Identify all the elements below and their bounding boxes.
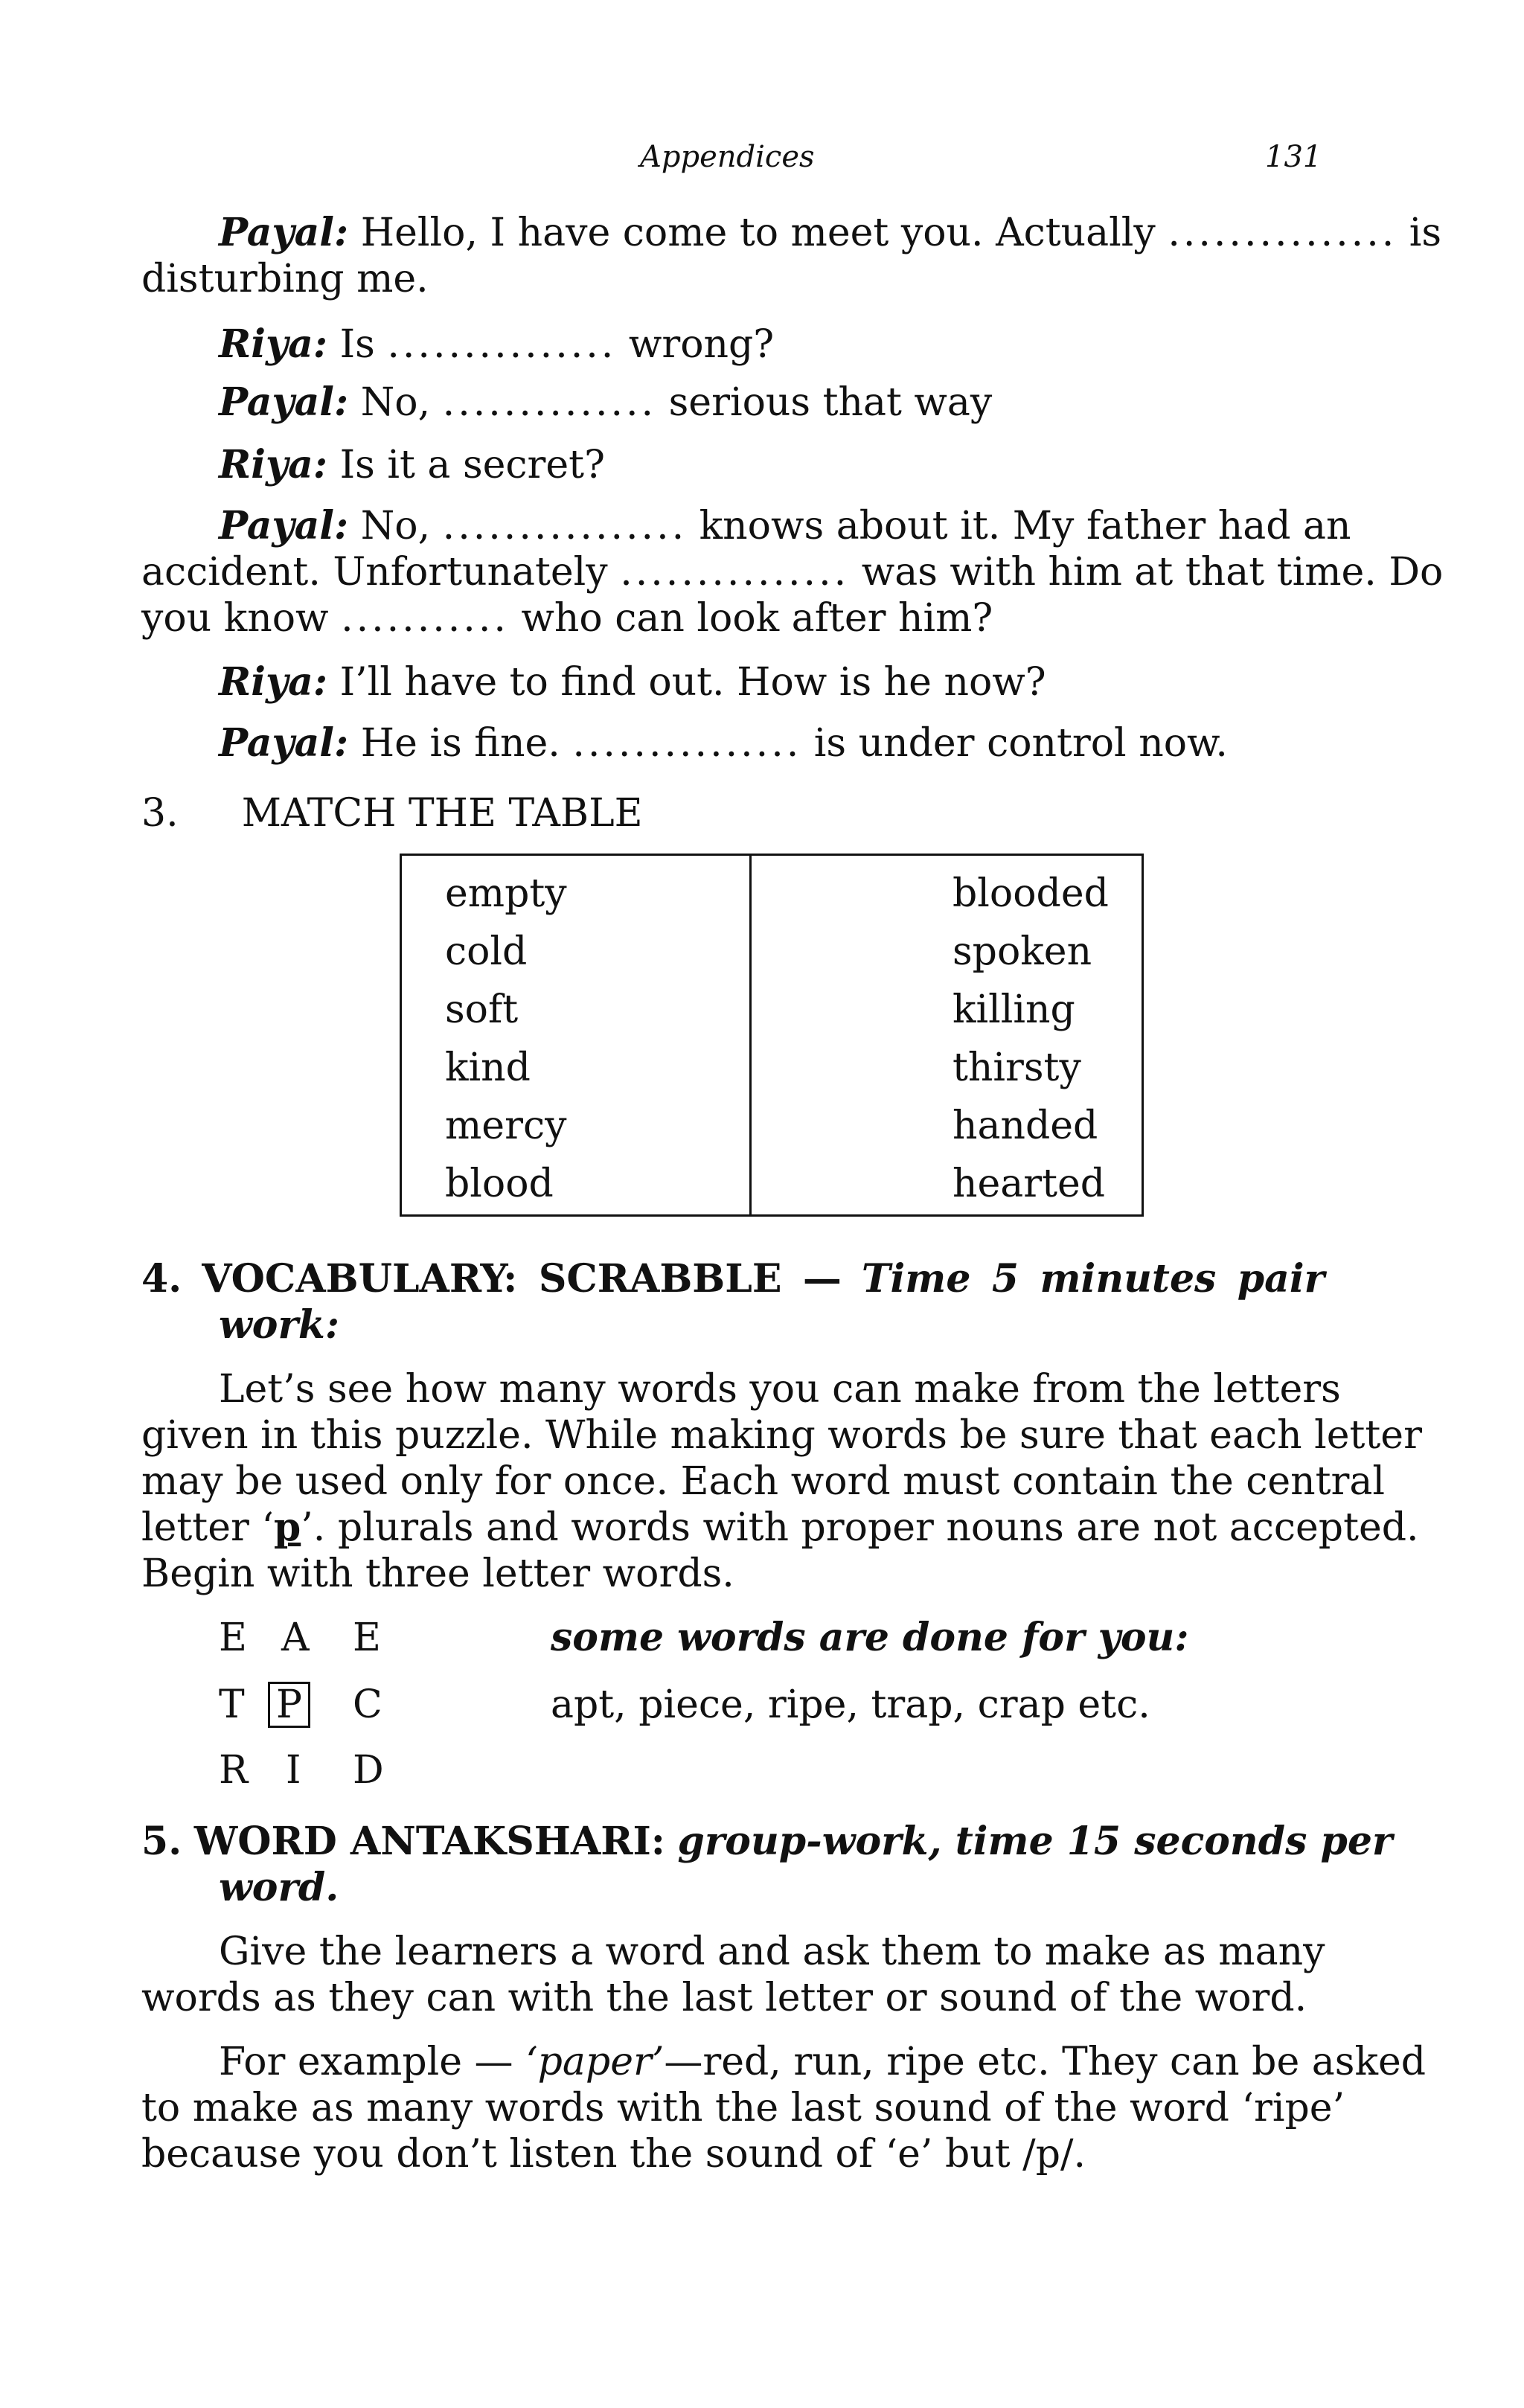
blank: ................ <box>442 504 688 548</box>
puzzle-letter: D <box>353 1748 384 1793</box>
table-cell-left: mercy <box>445 1104 567 1148</box>
table-cell-left: cold <box>445 929 528 974</box>
section-title: MATCH THE TABLE <box>241 791 643 836</box>
paragraph-text: —red, run, ripe etc. They can be asked <box>664 2040 1427 2084</box>
table-right-column <box>752 856 1142 1214</box>
dialogue-line <box>219 442 1325 488</box>
puzzle-letter: A <box>281 1616 310 1660</box>
paragraph-text: ’. <box>301 1505 326 1550</box>
section-title-italic: work: <box>219 1302 340 1348</box>
dialogue-line <box>141 549 1444 595</box>
section-heading <box>141 1819 1393 1865</box>
dialogue-text: knows about it. My father had an <box>699 504 1351 548</box>
dialogue-text: I’ll have to find out. How is he now? <box>339 660 1046 705</box>
table-cell-right: spoken <box>952 929 1092 974</box>
paragraph-text: plurals and words with proper nouns are not accepted. <box>337 1505 1419 1550</box>
blank: ........... <box>341 596 509 641</box>
dialogue-text: wrong? <box>628 322 775 367</box>
section-number: 4. <box>141 1256 182 1301</box>
table-cell-left: blood <box>445 1162 554 1206</box>
dialogue-text: was with him at that time. Do <box>861 550 1444 595</box>
paragraph-line <box>141 1505 1419 1551</box>
blank: .............. <box>442 380 657 425</box>
dialogue-text: accident. Unfortunately <box>141 550 608 595</box>
speaker: Riya: <box>219 321 328 367</box>
paragraph-line <box>219 2039 1427 2085</box>
puzzle-letter-central <box>268 1682 310 1728</box>
speaker: Payal: <box>219 503 349 548</box>
table-cell-right: hearted <box>952 1162 1106 1206</box>
paragraph-line: given in this puzzle. While making words be sure that each letter <box>141 1413 1422 1458</box>
dialogue-text: is under control now. <box>813 721 1228 766</box>
blank: ............... <box>387 322 617 367</box>
puzzle-letter: E <box>219 1616 247 1660</box>
dialogue-line <box>219 210 1442 256</box>
dialogue-line <box>219 720 1325 766</box>
puzzle-letter: I <box>286 1748 301 1793</box>
dialogue-text: No, <box>360 380 431 425</box>
blank: ............... <box>1168 211 1397 255</box>
table-cell-right: handed <box>952 1104 1098 1148</box>
speaker: Riya: <box>219 659 328 705</box>
paragraph-line: Give the learners a word and ask them to make as many <box>219 1930 1325 1974</box>
running-title: Appendices <box>640 140 815 174</box>
puzzle-letter: T <box>219 1682 245 1727</box>
paragraph-text: letter ‘ <box>141 1505 274 1550</box>
blank: ............... <box>620 550 850 595</box>
table-cell-left: empty <box>445 871 567 916</box>
dialogue-text: you know <box>141 596 329 641</box>
puzzle-letter: R <box>219 1748 249 1793</box>
puzzle-letter: E <box>353 1616 381 1660</box>
paragraph-text: For example — <box>219 2040 513 2084</box>
page-number: 131 <box>1265 140 1322 174</box>
table-cell-right: thirsty <box>952 1046 1081 1090</box>
note-heading: some words are done for you: <box>551 1615 1189 1660</box>
speaker: Payal: <box>219 210 349 255</box>
dialogue-text: Is it a secret? <box>339 443 605 487</box>
paragraph-line: to make as many words with the last sound of the word ‘ripe’ <box>141 2086 1345 2130</box>
dialogue-text: No, <box>360 504 431 548</box>
table-cell-left: soft <box>445 987 519 1032</box>
section-heading <box>141 790 1325 836</box>
paragraph-line: Begin with three letter words. <box>141 1552 734 1596</box>
dialogue-text: Is <box>339 322 375 367</box>
puzzle-letter: C <box>353 1682 382 1727</box>
central-letter-box: P <box>268 1682 310 1728</box>
dialogue-line <box>141 595 1325 641</box>
dialogue-line: disturbing me. <box>141 257 429 301</box>
paragraph-line: may be used only for once. Each word must contain the central <box>141 1459 1386 1504</box>
paragraph-line: words as they can with the last letter or sound of the word. <box>141 1976 1307 2020</box>
section-heading-cont <box>219 1302 1325 1348</box>
dialogue-line <box>219 321 1325 368</box>
section-title-italic: Time 5 minutes pair <box>861 1256 1325 1301</box>
table-left-column <box>402 856 752 1214</box>
blank: ............... <box>572 721 802 766</box>
central-letter: p <box>273 1505 301 1550</box>
paragraph-line: because you don’t listen the sound of ‘e’ but /p/. <box>141 2132 1086 2177</box>
dialogue-text: Hello, I have come to meet you. Actually <box>360 211 1156 255</box>
dialogue-line <box>219 659 1325 705</box>
speaker: Riya: <box>219 442 328 487</box>
dialogue-line <box>219 380 1325 426</box>
dialogue-text: serious that way <box>668 380 993 425</box>
speaker: Payal: <box>219 720 349 766</box>
dialogue-line <box>219 503 1351 549</box>
dialogue-text: who can look after him? <box>521 596 993 641</box>
table-cell-right: blooded <box>952 871 1109 916</box>
match-table <box>400 854 1144 1217</box>
section-title-italic: group-work, time 15 seconds per <box>677 1819 1393 1864</box>
table-cell-right: killing <box>952 987 1075 1032</box>
paragraph-line: Let’s see how many words you can make from the letters <box>219 1367 1341 1412</box>
section-title: VOCABULARY: SCRABBLE — <box>202 1256 842 1301</box>
section-heading-cont <box>219 1865 1325 1911</box>
section-number: 5. <box>141 1819 182 1864</box>
table-cell-left: kind <box>445 1046 531 1090</box>
section-heading <box>141 1256 1325 1302</box>
note-examples: apt, piece, ripe, trap, crap etc. <box>551 1682 1150 1727</box>
page-header <box>0 140 1524 185</box>
example-word: ‘paper’ <box>525 2040 665 2084</box>
dialogue-text: He is fine. <box>360 721 560 766</box>
dialogue-text: is <box>1409 211 1442 255</box>
speaker: Payal: <box>219 380 349 425</box>
section-title: WORD ANTAKSHARI: <box>193 1819 665 1864</box>
section-title-italic: word. <box>219 1865 339 1910</box>
section-number: 3. <box>141 791 179 836</box>
